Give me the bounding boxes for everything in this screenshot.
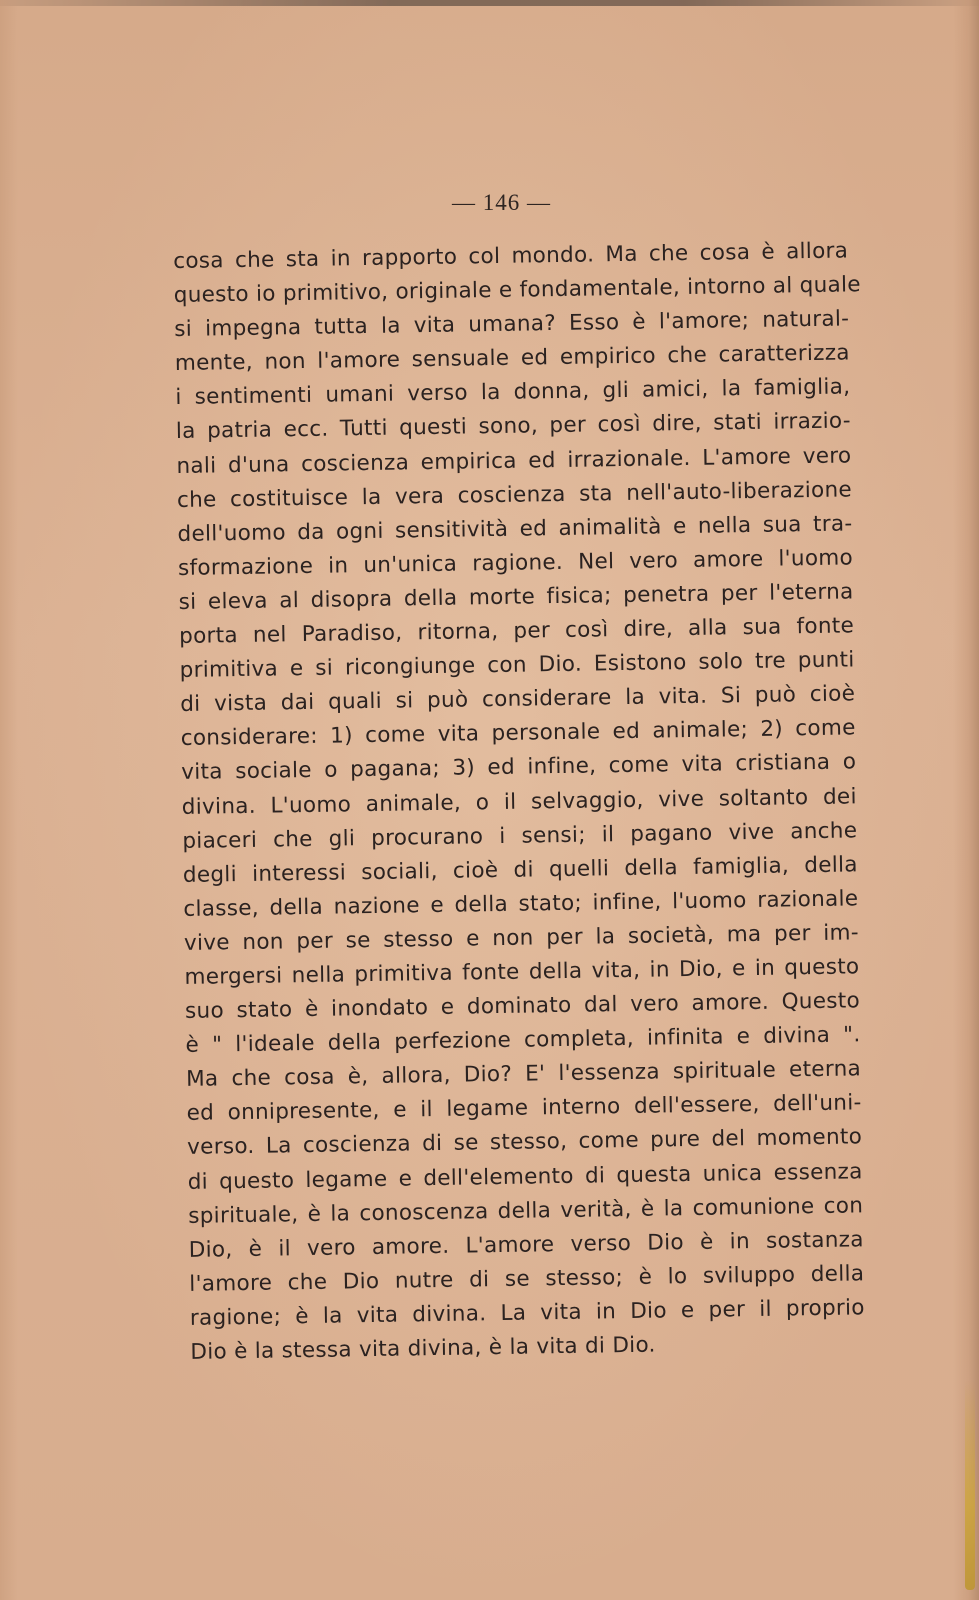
- text-line: vive non per se stesso e non per la società, ma per im-: [183, 920, 860, 956]
- text-line: porta nel Paradiso, ritorna, per così dire, alla sua fonte: [178, 613, 855, 649]
- text-line: vita sociale o pagana; 3) ed infine, come vita cristiana o: [181, 749, 857, 786]
- page-left-fold: [0, 0, 18, 1600]
- page-edge-stain: [965, 1380, 975, 1590]
- text-line: ed onnipresente, e il legame interno dell'essere, dell'uni-: [186, 1090, 862, 1127]
- text-line: Dio, è il vero amore. L'amore verso Dio è in sostanza: [188, 1226, 864, 1263]
- text-line: divina. L'uomo animale, o il selvaggio, vive soltanto dei: [181, 783, 857, 820]
- text-line: mente, non l'amore sensuale ed empirico che caratterizza: [174, 340, 850, 377]
- text-line: di questo legame e dell'elemento di questa unica essenza: [187, 1158, 863, 1195]
- text-line: suo stato è inondato e dominato dal vero amore. Questo: [184, 988, 861, 1024]
- text-line: si impegna tutta la vita umana? Esso è l'amore; natural-: [174, 306, 850, 343]
- text-line: i sentimenti umani verso la donna, gli amici, la famiglia,: [175, 374, 851, 411]
- text-line: piaceri che gli procurano i sensi; il pagano vive anche: [182, 817, 858, 854]
- text-line: considerare: 1) come vita personale ed animale; 2) come: [180, 715, 856, 752]
- text-line: cosa che sta in rapporto col mondo. Ma che cosa è allora: [173, 238, 849, 274]
- text-line: si eleva al disopra della morte fisica; penetra per l'eterna: [178, 579, 854, 615]
- page-top-edge: [0, 0, 979, 6]
- text-line: ragione; è la vita divina. La vita in Dio e per il proprio: [189, 1295, 865, 1331]
- text-line: questo io primitivo, originale e fondamentale, intorno al quale: [173, 272, 862, 309]
- page-number: — 146 —: [452, 190, 551, 215]
- text-line: mergersi nella primitiva fonte della vita, in Dio, e in questo: [184, 954, 860, 990]
- page-right-edge: [953, 0, 979, 1600]
- text-line: primitiva e si ricongiunge con Dio. Esistono solo tre punti: [179, 647, 855, 684]
- body-text: [173, 234, 866, 1370]
- text-line: è " l'ideale della perfezione completa, infinita e divina ".: [185, 1022, 861, 1059]
- text-line-last: Dio è la stessa vita divina, è la vita di Dio.: [190, 1332, 656, 1365]
- text-line: di vista dai quali si può considerare la vita. Si può cioè: [180, 681, 856, 718]
- text-line: l'amore che Dio nutre di se stesso; è lo sviluppo della: [189, 1261, 865, 1297]
- text-line: la patria ecc. Tutti questi sono, per così dire, stati irrazio-: [175, 408, 852, 445]
- text-line: degli interessi sociali, cioè di quelli della famiglia, della: [182, 852, 859, 888]
- text-line: verso. La coscienza di se stesso, come pure del momento: [186, 1124, 863, 1161]
- text-line: Ma che cosa è, allora, Dio? E' l'essenza spirituale eterna: [185, 1056, 862, 1093]
- text-line: sformazione in un'unica ragione. Nel vero amore l'uomo: [177, 545, 854, 581]
- text-line: che costituisce la vera coscienza sta nell'auto-liberazione: [176, 477, 853, 513]
- text-line: nali d'una coscienza empirica ed irrazionale. L'amore vero: [176, 442, 852, 479]
- text-line: spirituale, è la conoscenza della verità, è la comunione con: [188, 1192, 864, 1229]
- text-line: dell'uomo da ogni sensitività ed animalità e nella sua tra-: [177, 511, 853, 547]
- text-line: classe, della nazione e della stato; infine, l'uomo razionale: [183, 886, 859, 922]
